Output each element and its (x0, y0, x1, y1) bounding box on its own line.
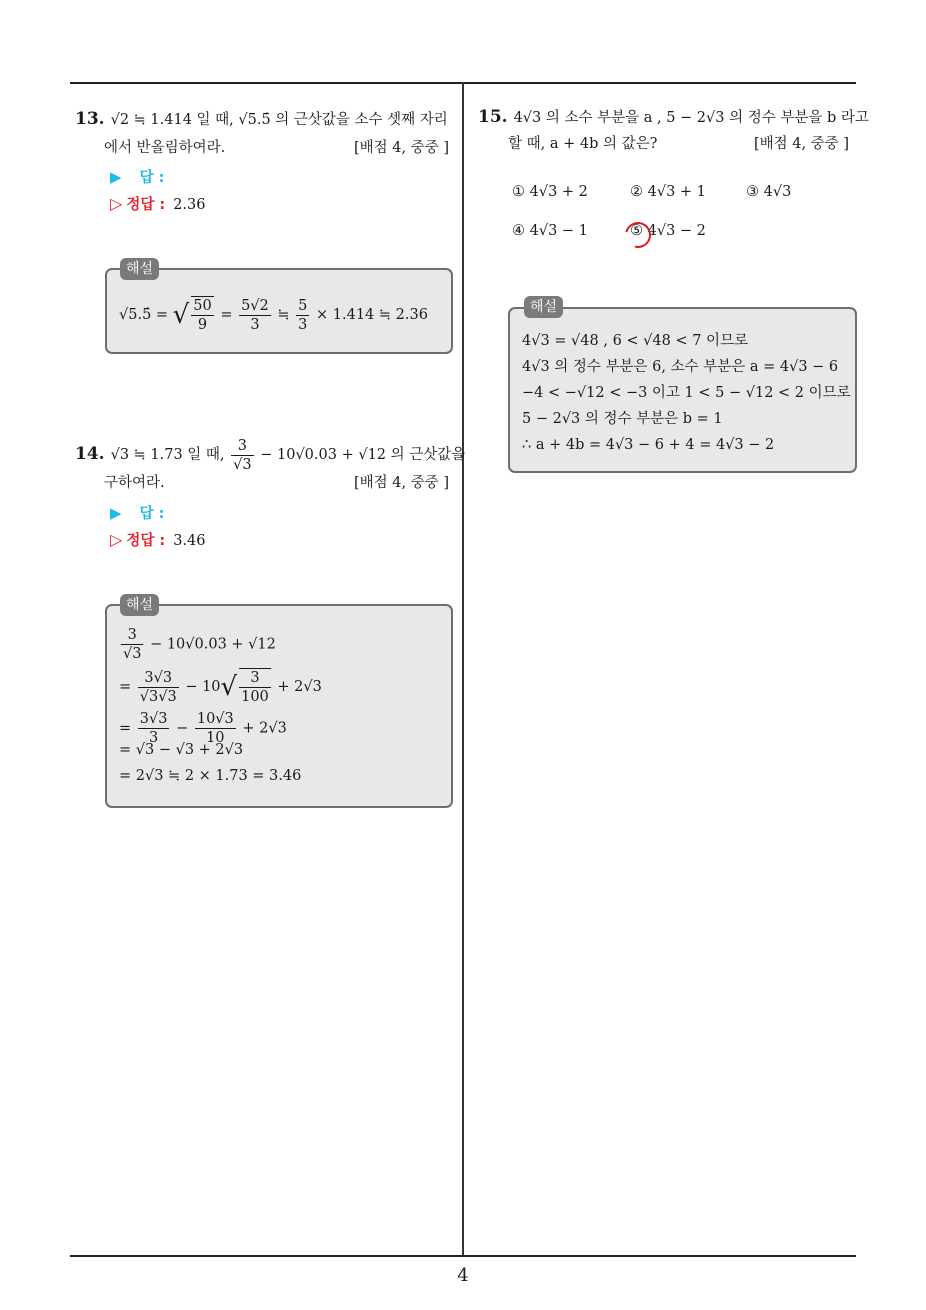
q15-solution-box (508, 307, 857, 473)
q14-sol-frac-a (121, 626, 143, 663)
bottom-rule (70, 1255, 856, 1257)
frac-num: 3 (121, 626, 143, 645)
q13-solution-equation (119, 296, 428, 334)
q14-sol-line2 (119, 668, 322, 706)
q13-number: 13. (75, 109, 105, 129)
choice-1[interactable]: ① 4√3 + 2 (512, 184, 588, 200)
answer-arrow-icon: ▶ (110, 168, 122, 186)
q13-correct-row (110, 193, 205, 214)
q13-line1 (75, 108, 448, 129)
column-divider (462, 82, 464, 1257)
page-number: 4 (457, 1265, 469, 1286)
q15-sol-line4: 5 − 2√3 의 정수 부분은 b = 1 (522, 411, 723, 427)
frac-den: 10 (206, 730, 225, 746)
q14-sol-l3-rest: + 2√3 (242, 720, 287, 737)
sqrt-icon: √ (220, 672, 238, 702)
frac-num: 10√3 (196, 711, 234, 727)
q14-answer-label: 답 : (139, 506, 165, 522)
q15-line1 (478, 106, 869, 127)
q14-sol-l3-mid: − (176, 720, 189, 737)
frac-num: 5 (298, 297, 308, 314)
q15-line2: 할 때, a + 4b 의 값은? (508, 136, 658, 152)
q14-correct-value: 3.46 (173, 533, 206, 549)
frac-num: 3√3 (138, 669, 179, 688)
q15-sol-line3: −4 < −√12 < −3 이고 1 < 5 − √12 < 2 이므로 (522, 385, 851, 401)
q14-line1 (75, 436, 465, 474)
q14-text-1b: − 10√0.03 + √12 의 근삿값을 (260, 447, 466, 463)
q14-text-1a: √3 ≒ 1.73 일 때, (110, 447, 225, 463)
q14-sol-frac-b (138, 669, 179, 706)
q14-sol-l3-pre: = (119, 720, 132, 737)
q13-sol-frac3 (296, 297, 309, 334)
sqrt-icon: √ (172, 300, 190, 330)
q13-sol-approx: ≒ (277, 307, 290, 323)
correct-arrow-icon: ▷ (110, 530, 123, 549)
q15-sol-line1: 4√3 = √48 , 6 < √48 < 7 이므로 (522, 333, 749, 349)
answer-arrow-icon: ▶ (110, 504, 122, 522)
q14-sol-frac-c (239, 668, 271, 706)
q14-correct-label: 정답 : (126, 533, 166, 549)
q13-solution-tag: 해설 (120, 258, 159, 280)
q14-sol-l2-mid: − 10 (185, 679, 221, 695)
q14-solution-tag: 해설 (120, 594, 159, 616)
choice-5[interactable]: ⑤ 4√3 − 2 (630, 223, 706, 239)
q14-solution-box (105, 604, 453, 808)
frac-den: √3√3 (139, 688, 177, 705)
q13-sol-lhs: √5.5̇ = (119, 307, 169, 323)
frac-num: 3 (239, 669, 271, 688)
choice-2[interactable]: ② 4√3 + 1 (630, 184, 706, 200)
q15-text-1: 4√3 의 소수 부분을 a , 5 − 2√3 의 정수 부분을 b 라고 (513, 110, 869, 126)
q15-number: 15. (478, 107, 508, 127)
q13-correct-value: 2.36 (173, 197, 206, 213)
frac-den: 3 (250, 316, 260, 333)
q13-answer-label: 답 : (139, 170, 165, 186)
frac-den: √3 (123, 646, 142, 662)
q13-correct-label: 정답 : (126, 197, 166, 213)
q13-sol-rest: × 1.414 ≒ 2.36 (316, 307, 428, 323)
q14-sol-l1-rest: − 10√0.03 + √12 (150, 636, 276, 653)
frac-num: 3 (231, 437, 253, 456)
q13-score: [배점 4, 중중 ] (354, 140, 450, 156)
q15-score: [배점 4, 중중 ] (754, 136, 850, 152)
q14-number: 14. (75, 444, 105, 464)
q14-answer-row (110, 502, 164, 523)
frac-den: 100 (241, 689, 269, 705)
q14-score: [배점 4, 중중 ] (354, 475, 450, 491)
q14-sol-l2-pre: = (119, 679, 132, 695)
q13-sol-frac1 (191, 296, 213, 334)
q13-line2: 에서 반올림하여라. (104, 140, 226, 156)
frac-num: 50 (193, 298, 212, 314)
q14-line2: 구하여라. (104, 475, 165, 491)
choice-4[interactable]: ④ 4√3 − 1 (512, 223, 588, 239)
q15-solution-tag: 해설 (524, 296, 563, 318)
q14-sol-line1 (119, 626, 276, 663)
q14-frac (231, 437, 253, 474)
q14-sol-line5: = 2√3 ≒ 2 × 1.73 = 3.46 (119, 768, 302, 784)
frac-num: 5√2 (241, 297, 269, 314)
q13-sol-frac2 (239, 297, 271, 334)
q13-answer-row (110, 166, 164, 187)
choice-3[interactable]: ③ 4√3 (746, 184, 792, 200)
q14-sol-l2-rest: + 2√3 (277, 679, 322, 695)
q14-correct-row (110, 529, 205, 550)
correct-arrow-icon: ▷ (110, 194, 123, 213)
frac-num: 3√3 (139, 711, 168, 727)
q13-solution-box (105, 268, 453, 354)
q13-sol-eq: = (220, 307, 233, 323)
frac-den: 3 (298, 316, 308, 333)
q13-text-1: √2 ≒ 1.414 일 때, √5.5̇ 의 근삿값을 소수 셋째 자리 (110, 112, 448, 128)
frac-den: 3 (149, 730, 159, 746)
frac-den: 9 (197, 317, 208, 333)
q14-sol-line4: = √3 − √3 + 2√3 (119, 742, 244, 758)
frac-den: √3 (233, 456, 252, 473)
q15-sol-line2: 4√3 의 정수 부분은 6, 소수 부분은 a = 4√3 − 6 (522, 359, 839, 375)
q15-sol-line5: ∴ a + 4b = 4√3 − 6 + 4 = 4√3 − 2 (522, 437, 775, 453)
